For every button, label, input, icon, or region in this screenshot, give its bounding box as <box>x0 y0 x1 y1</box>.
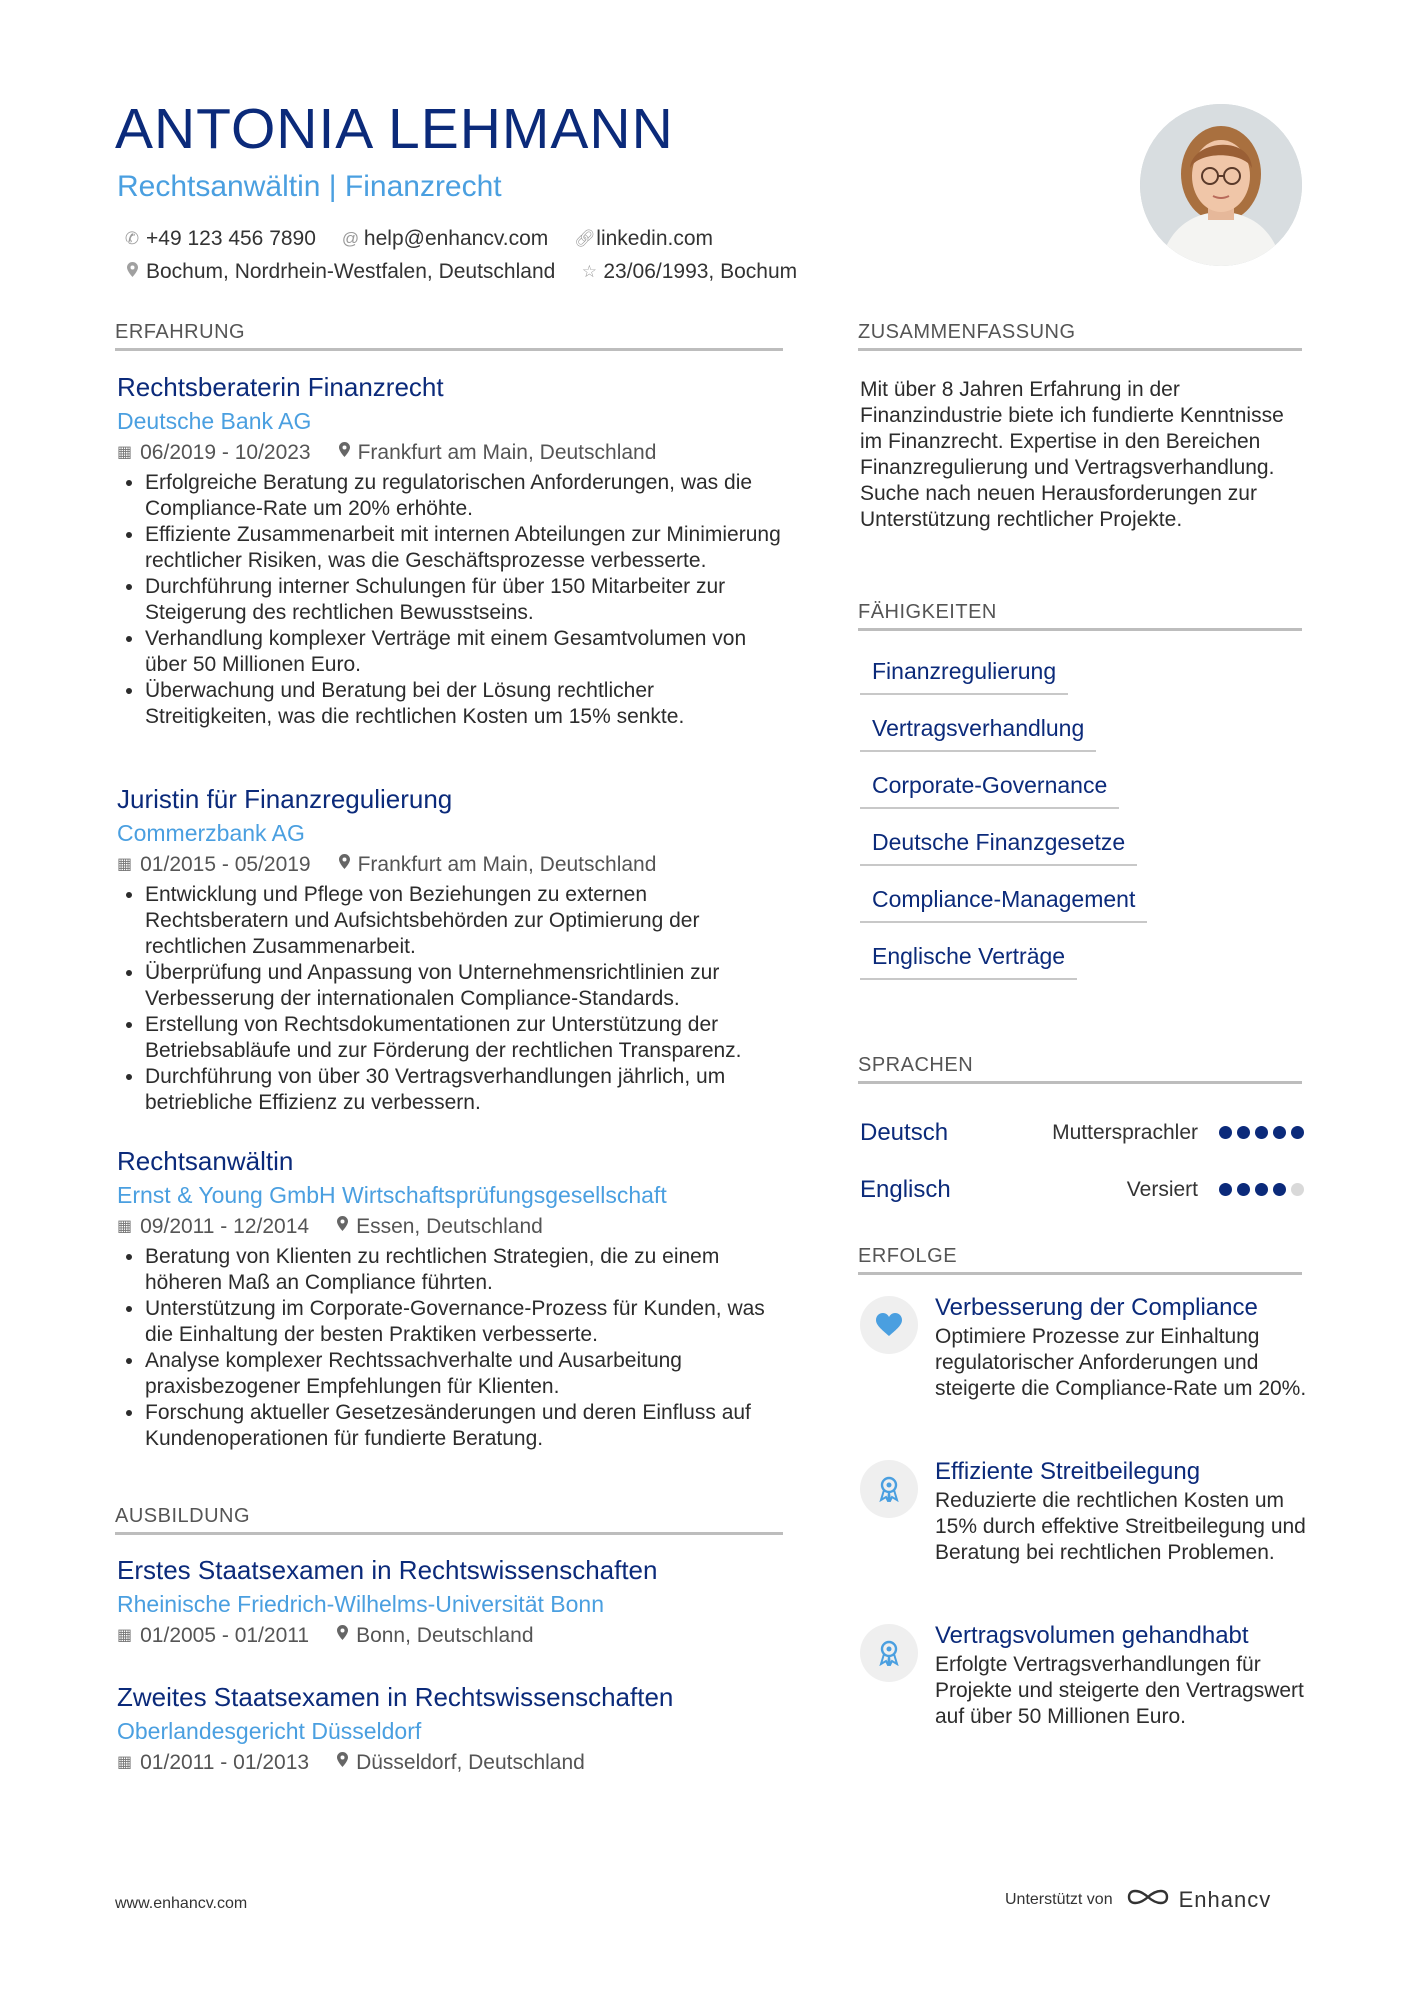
email-text[interactable]: help@enhancv.com <box>363 226 549 250</box>
section-title-skills: FÄHIGKEITEN <box>858 601 1302 631</box>
education-location-text: Bonn, Deutschland <box>356 1624 534 1647</box>
skills-list <box>860 652 1147 994</box>
education-meta <box>117 1748 787 1778</box>
job-company: Deutsche Bank AG <box>117 408 312 434</box>
bullet-item: • Erstellung von Rechtsdokumentationen zur Unterstützung der Betriebsabläufe und zur Förderung der rechtlichen Transparenz. <box>145 1012 787 1064</box>
achievement-desc: Reduzierte die rechtlichen Kosten um 15% durch effektive Streitbeilegung und Beratung bei rechtlichen Problemen. <box>935 1489 1306 1564</box>
job-bullets <box>117 882 787 1116</box>
contact-phone <box>124 227 316 251</box>
bullet-item: • Überwachung und Beratung bei der Lösung rechtlicher Streitigkeiten, was die rechtlichen Kosten um 15% senkte. <box>145 678 787 730</box>
job-dates: 09/2011 - 12/2014 <box>140 1215 310 1238</box>
skill-tag: Vertragsverhandlung <box>860 709 1096 752</box>
bullet-item: • Durchführung von über 30 Vertragsverhandlungen jährlich, um betriebliche Effizienz zu verbessern. <box>145 1064 787 1116</box>
job-dates: 01/2015 - 05/2019 <box>140 853 311 876</box>
job-location-text: Frankfurt am Main, Deutschland <box>357 853 657 876</box>
job-company: Commerzbank AG <box>117 820 305 846</box>
award-icon <box>860 1624 918 1682</box>
rating-dot-filled <box>1219 1126 1232 1139</box>
bullet-item: • Überprüfung und Anpassung von Unternehmensrichtlinien zur Verbesserung der internationalen Compliance-Standards. <box>145 960 787 1012</box>
job-company: Ernst & Young GmbH Wirtschaftsprüfungsgesellschaft <box>117 1182 667 1208</box>
job-title: Juristin für Finanzregulierung <box>117 784 453 814</box>
achievement-title: Vertragsvolumen gehandhabt <box>935 1622 1249 1649</box>
achievement-body <box>935 1292 1310 1402</box>
bullet-item: • Entwicklung und Pflege von Beziehungen zu externen Rechtsberatern und Aufsichtsbehörden zur Optimierung der rechtlichen Zusammenarbeit. <box>145 882 787 960</box>
language-name: Englisch <box>860 1175 951 1203</box>
enhancv-logo-icon <box>1125 1885 1171 1914</box>
education-meta <box>117 1621 787 1651</box>
school-name: Oberlandesgericht Düsseldorf <box>117 1718 422 1744</box>
rating-dot-filled <box>1273 1126 1286 1139</box>
map-pin-icon <box>337 1212 348 1242</box>
job-bullets <box>117 470 787 730</box>
degree-title: Zweites Staatsexamen in Rechtswissenschaften <box>117 1682 674 1712</box>
linkedin-text[interactable]: linkedin.com <box>596 226 714 250</box>
skill-tag: Deutsche Finanzgesetze <box>860 823 1137 866</box>
map-pin-icon <box>337 1748 348 1778</box>
map-pin-icon <box>337 1621 348 1651</box>
summary-text: Mit über 8 Jahren Erfahrung in der Finanzindustrie biete ich fundierte Kenntnisse im Finanzrecht. Expertise in den Bereichen Finanzregulierung und Vertragsverhandlung. Suche nach neuen Herausforderungen zur Unterstützung rechtlicher Projekte. <box>860 378 1284 531</box>
section-title-achievements: ERFOLGE <box>858 1245 1302 1275</box>
job-dates: 06/2019 - 10/2023 <box>140 441 311 464</box>
education-location-text: Düsseldorf, Deutschland <box>356 1751 585 1774</box>
education-entry <box>117 1680 787 1778</box>
contact-email[interactable] <box>342 227 548 251</box>
job-title: Rechtsanwältin <box>117 1146 294 1176</box>
job-location <box>339 438 657 468</box>
at-icon: @ <box>341 228 360 248</box>
rating-dot-filled <box>1291 1126 1304 1139</box>
section-title-education: AUSBILDUNG <box>115 1505 783 1535</box>
footer-powered-by <box>1005 1885 1271 1914</box>
job-meta <box>117 850 787 880</box>
job-location <box>337 1212 543 1242</box>
job-title: Rechtsberaterin Finanzrecht <box>117 372 444 402</box>
bullet-item: • Beratung von Klienten zu rechtlichen Strategien, die zu einem höheren Maß an Compliance führten. <box>145 1244 787 1296</box>
section-title-languages: SPRACHEN <box>858 1054 1302 1084</box>
rating-dot-empty <box>1291 1183 1304 1196</box>
education-dates: 01/2011 - 01/2013 <box>140 1751 310 1774</box>
bullet-item: • Forschung aktueller Gesetzesänderungen und deren Einfluss auf Kundenoperationen für fundierte Beratung. <box>145 1400 787 1452</box>
award-icon <box>860 1460 918 1518</box>
footer-website[interactable]: www.enhancv.com <box>115 1895 248 1912</box>
language-rating <box>1214 1126 1304 1139</box>
rating-dot-filled <box>1237 1126 1250 1139</box>
experience-entry <box>117 782 787 1116</box>
rating-dot-filled <box>1273 1183 1286 1196</box>
birth-text: 23/06/1993, Bochum <box>603 259 798 283</box>
bullet-item: • Analyse komplexer Rechtssachverhalte und Ausarbeitung praxisbezogener Empfehlungen für Klienten. <box>145 1348 787 1400</box>
star-icon: ☆ <box>581 261 597 281</box>
calendar-icon: ▦ <box>117 444 133 461</box>
job-meta <box>117 1212 787 1242</box>
candidate-name: ANTONIA LEHMANN <box>115 97 674 161</box>
degree-title: Erstes Staatsexamen in Rechtswissenschaften <box>117 1555 658 1585</box>
calendar-icon: ▦ <box>117 1627 133 1644</box>
language-row <box>860 1104 1304 1161</box>
brand-name: Enhancv <box>1178 1886 1272 1912</box>
achievement-item <box>860 1292 1310 1402</box>
candidate-headline: Rechtsanwältin | Finanzrecht <box>117 170 502 203</box>
achievement-desc: Optimiere Prozesse zur Einhaltung regulatorischer Anforderungen und steigerte die Compliance-Rate um 20%. <box>935 1325 1307 1400</box>
rating-dot-filled <box>1255 1183 1268 1196</box>
achievement-item <box>860 1620 1310 1730</box>
heart-icon <box>860 1296 918 1354</box>
phone-icon: ✆ <box>124 228 140 248</box>
experience-entry <box>117 1144 787 1452</box>
calendar-icon: ▦ <box>117 1754 133 1771</box>
calendar-icon: ▦ <box>117 856 133 873</box>
job-bullets <box>117 1244 787 1452</box>
contact-linkedin[interactable] <box>574 227 713 251</box>
phone-text: +49 123 456 7890 <box>146 226 316 250</box>
language-level: Muttersprachler <box>1052 1120 1198 1144</box>
education-dates: 01/2005 - 01/2011 <box>140 1624 310 1647</box>
profile-photo <box>1140 104 1302 266</box>
language-row <box>860 1161 1304 1218</box>
experience-entry <box>117 370 787 730</box>
powered-by-label: Unterstützt von <box>1005 1890 1113 1908</box>
achievement-body <box>935 1620 1310 1730</box>
job-location-text: Essen, Deutschland <box>356 1215 543 1238</box>
section-title-experience: ERFAHRUNG <box>115 321 783 351</box>
achievement-desc: Erfolgte Vertragsverhandlungen für Projekte und steigerte den Vertragswert auf über 50 Millionen Euro. <box>935 1653 1304 1728</box>
school-name: Rheinische Friedrich-Wilhelms-Universität Bonn <box>117 1591 604 1617</box>
achievement-title: Verbesserung der Compliance <box>935 1294 1258 1321</box>
skill-tag: Englische Verträge <box>860 937 1077 980</box>
rating-dot-filled <box>1237 1183 1250 1196</box>
rating-dot-filled <box>1219 1183 1232 1196</box>
languages-list <box>860 1104 1304 1218</box>
map-pin-icon <box>339 850 350 880</box>
rating-dot-filled <box>1255 1126 1268 1139</box>
education-entry <box>117 1553 787 1651</box>
bullet-item: • Verhandlung komplexer Verträge mit einem Gesamtvolumen von über 50 Millionen Euro. <box>145 626 787 678</box>
education-location <box>337 1621 533 1651</box>
map-pin-icon <box>124 262 140 282</box>
language-level: Versiert <box>1126 1177 1198 1201</box>
calendar-icon: ▦ <box>117 1218 133 1235</box>
section-title-summary: ZUSAMMENFASSUNG <box>858 321 1302 351</box>
bullet-item: • Effiziente Zusammenarbeit mit internen Abteilungen zur Minimierung rechtlicher Risiken, was die Geschäftsprozesse verbesserte. <box>145 522 787 574</box>
achievement-body <box>935 1456 1310 1566</box>
job-meta <box>117 438 787 468</box>
skill-tag: Compliance-Management <box>860 880 1147 923</box>
language-rating <box>1214 1183 1304 1196</box>
skill-tag: Corporate-Governance <box>860 766 1119 809</box>
achievement-item <box>860 1456 1310 1566</box>
contact-birth <box>581 260 797 284</box>
bullet-item: • Unterstützung im Corporate-Governance-Prozess für Kunden, was die Einhaltung der besten Praktiken verbesserte. <box>145 1296 787 1348</box>
job-location-text: Frankfurt am Main, Deutschland <box>357 441 657 464</box>
location-text: Bochum, Nordrhein-Westfalen, Deutschland <box>146 259 556 283</box>
link-icon: 🔗︎ <box>574 228 596 248</box>
contact-location <box>124 260 555 284</box>
skill-tag: Finanzregulierung <box>860 652 1068 695</box>
contact-info <box>124 222 823 288</box>
education-location <box>337 1748 585 1778</box>
language-name: Deutsch <box>860 1118 949 1146</box>
achievement-title: Effiziente Streitbeilegung <box>935 1458 1201 1485</box>
bullet-item: • Durchführung interner Schulungen für über 150 Mitarbeiter zur Steigerung des rechtlichen Bewusstseins. <box>145 574 787 626</box>
job-location <box>339 850 657 880</box>
map-pin-icon <box>339 438 350 468</box>
bullet-item: • Erfolgreiche Beratung zu regulatorischen Anforderungen, was die Compliance-Rate um 20% erhöhte. <box>145 470 787 522</box>
